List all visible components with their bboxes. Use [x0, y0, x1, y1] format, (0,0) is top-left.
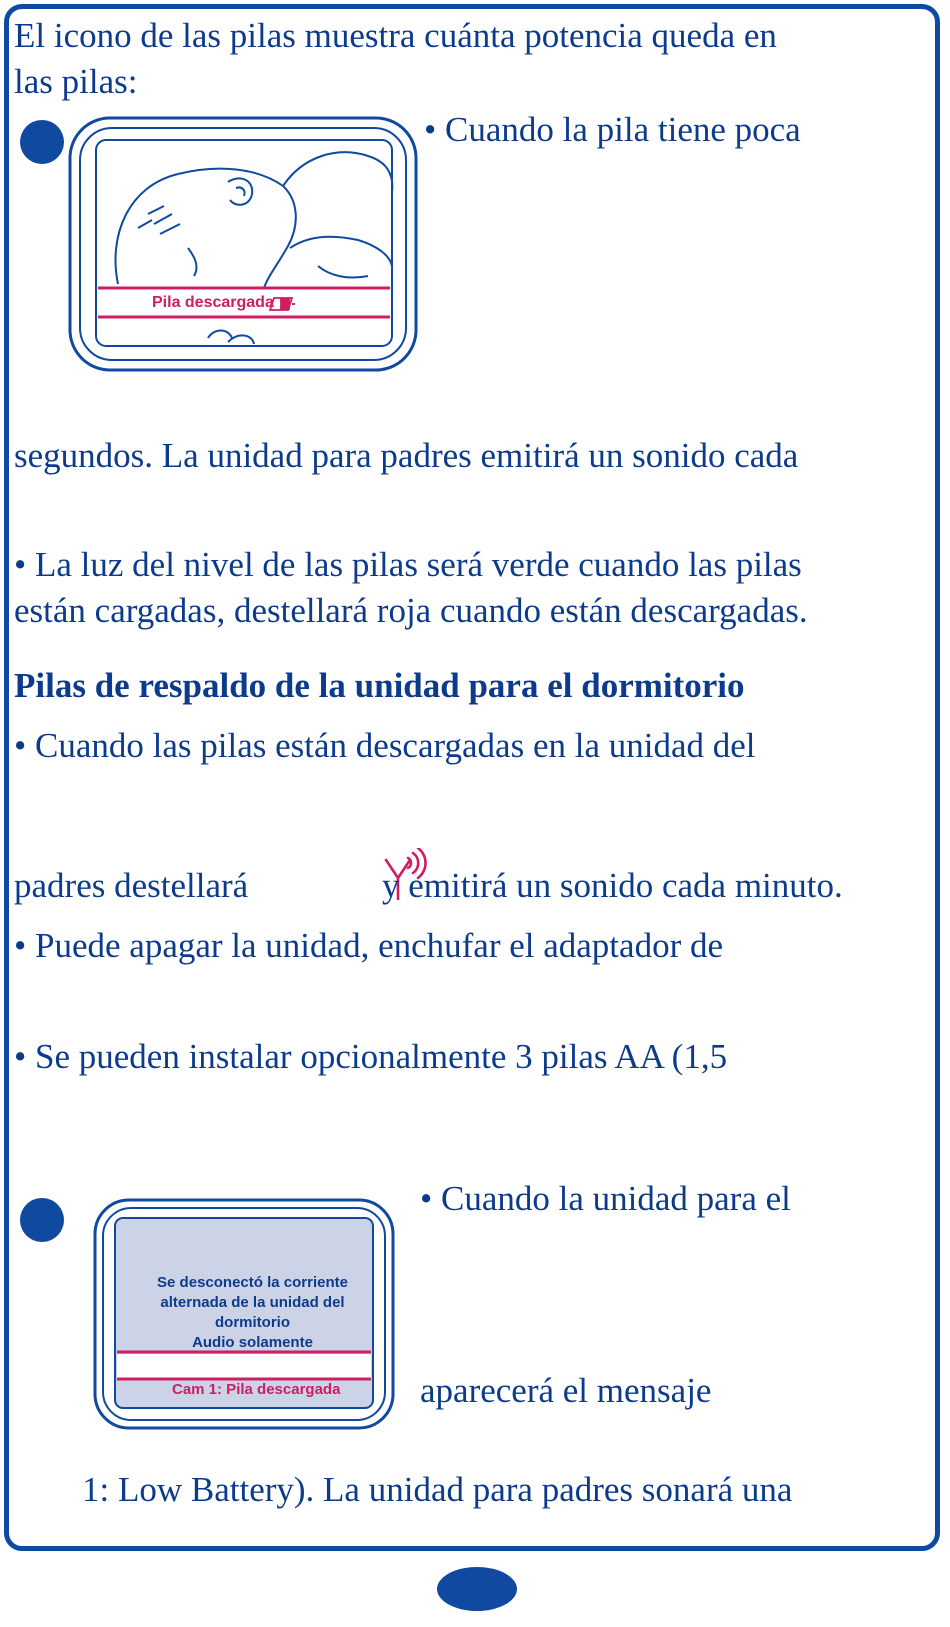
message-line: Audio solamente — [192, 1334, 313, 1351]
body-line-luz: • La luz del nivel de las pilas será verde cuando las pilas — [14, 545, 802, 584]
intro-line-2: las pilas: — [14, 62, 138, 101]
cam-low-battery-status: Cam 1: Pila descargada — [172, 1381, 341, 1398]
section-heading: Pilas de respaldo de la unidad para el dormitorio — [14, 666, 745, 705]
body-line-sonido-minuto: y emitirá un sonido cada minuto. — [382, 866, 843, 905]
blue-dot-icon — [20, 1198, 64, 1242]
message-line: Se desconectó la corriente — [157, 1274, 348, 1291]
low-battery-status-text: Pila descargada — [152, 294, 274, 311]
body-line-low-battery: 1: Low Battery). La unidad para padres sonará una — [82, 1470, 793, 1509]
body-line-descargadas: • Cuando las pilas están descargadas en la unidad del — [14, 726, 756, 765]
message-line: alternada de la unidad del — [160, 1294, 345, 1311]
body-line-segundos: segundos. La unidad para padres emitirá un sonido cada — [14, 436, 799, 475]
low-battery-screen — [68, 116, 418, 372]
intro-line-1: El icono de las pilas muestra cuánta potencia queda en — [14, 16, 777, 55]
ac-disconnected-message — [120, 1273, 385, 1353]
body-line-destellara: padres destellará — [14, 866, 249, 905]
bullet-unidad: • Cuando la unidad para el — [420, 1179, 791, 1218]
body-line-mensaje: aparecerá el mensaje — [420, 1371, 712, 1410]
body-line-pilas-aa: • Se pueden instalar opcionalmente 3 pilas AA (1,5 — [14, 1037, 728, 1076]
page-number-badge — [437, 1567, 517, 1611]
message-line: dormitorio — [215, 1314, 290, 1331]
body-line-apagar: • Puede apagar la unidad, enchufar el adaptador de — [14, 926, 724, 965]
bullet-low-battery: • Cuando la pila tiene poca — [424, 110, 801, 149]
body-line-cargadas: están cargadas, destellará roja cuando están descargadas. — [14, 591, 808, 630]
blue-dot-icon — [20, 120, 64, 164]
